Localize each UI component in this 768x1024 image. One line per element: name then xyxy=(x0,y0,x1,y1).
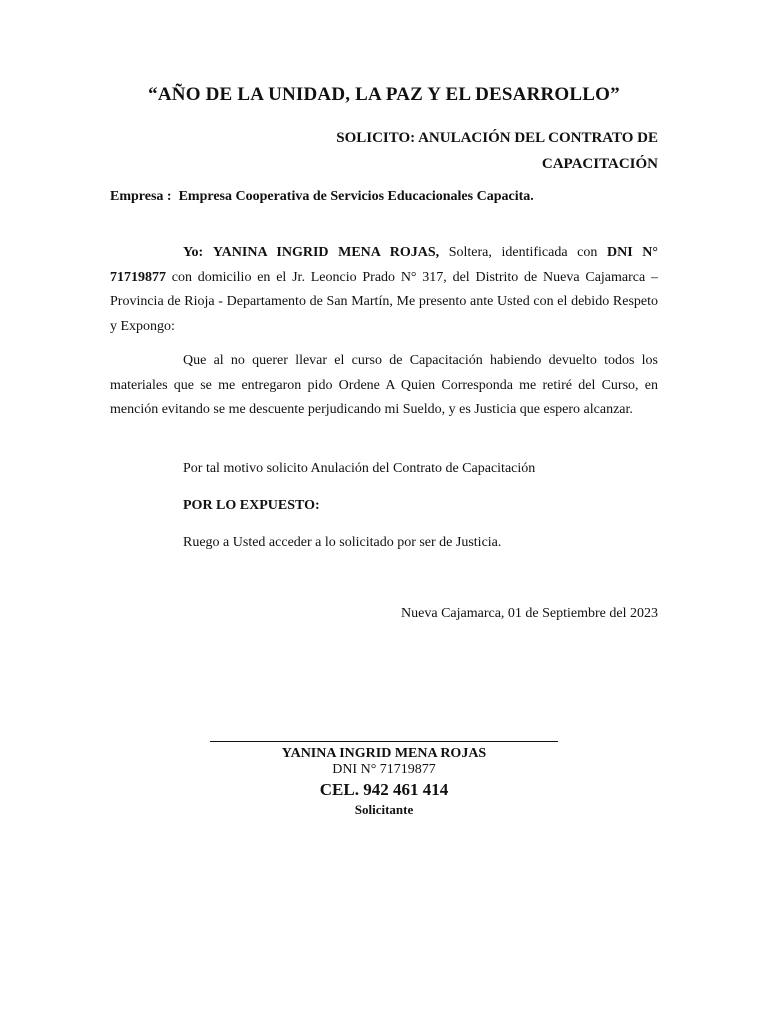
subject-line-1: SOLICITO: ANULACIÓN DEL CONTRATO DE xyxy=(336,130,658,146)
intro-text-2: con domicilio en el Jr. Leoncio Prado N° 317, del Distrito de Nueva Cajamarca – Provincia de Rioja - Departamento de San Martín, Me presento ante Usted con el debido Respeto y Expongo: xyxy=(110,269,658,334)
year-motto: “AÑO DE LA UNIDAD, LA PAZ Y EL DESARROLLO” xyxy=(148,84,620,105)
expuesto-heading: POR LO EXPUESTO: xyxy=(183,498,320,513)
company-label: Empresa : xyxy=(110,189,172,204)
company-line xyxy=(110,189,670,205)
motive-paragraph: Por tal motivo solicito Anulación del Contrato de Capacitación xyxy=(183,461,536,476)
request-paragraph: Que al no querer llevar el curso de Capacitación habiendo devuelto todos los materiales que se me entregaron pido Ordene A Quien Corresponda me retiré del Curso, en mención evitando se me descuente perjudicando mi Sueldo, y es Justicia que espero alcanzar. xyxy=(110,353,658,417)
signature-dni: DNI N° 71719877 xyxy=(332,762,436,777)
signature-line xyxy=(210,741,558,742)
closing-paragraph: Ruego a Usted acceder a lo solicitado por ser de Justicia. xyxy=(183,535,502,550)
intro-paragraph xyxy=(110,241,658,339)
signature-phone: CEL. 942 461 414 xyxy=(319,780,449,799)
intro-dni: DNI N° 71719877 xyxy=(110,245,658,285)
place-date: Nueva Cajamarca, 01 de Septiembre del 2023 xyxy=(401,606,658,621)
signature-block xyxy=(184,745,584,817)
applicant-name: YANINA INGRID MENA ROJAS, xyxy=(212,245,440,260)
company-value: Empresa Cooperativa de Servicios Educacionales Capacita. xyxy=(178,189,534,204)
intro-yo: Yo: xyxy=(183,245,204,260)
signature-name: YANINA INGRID MENA ROJAS xyxy=(281,746,487,761)
signature-role: Solicitante xyxy=(354,802,414,817)
subject-heading xyxy=(300,125,658,177)
subject-line-2: CAPACITACIÓN xyxy=(541,156,658,172)
intro-text-1: Soltera, identificada con xyxy=(439,245,607,260)
